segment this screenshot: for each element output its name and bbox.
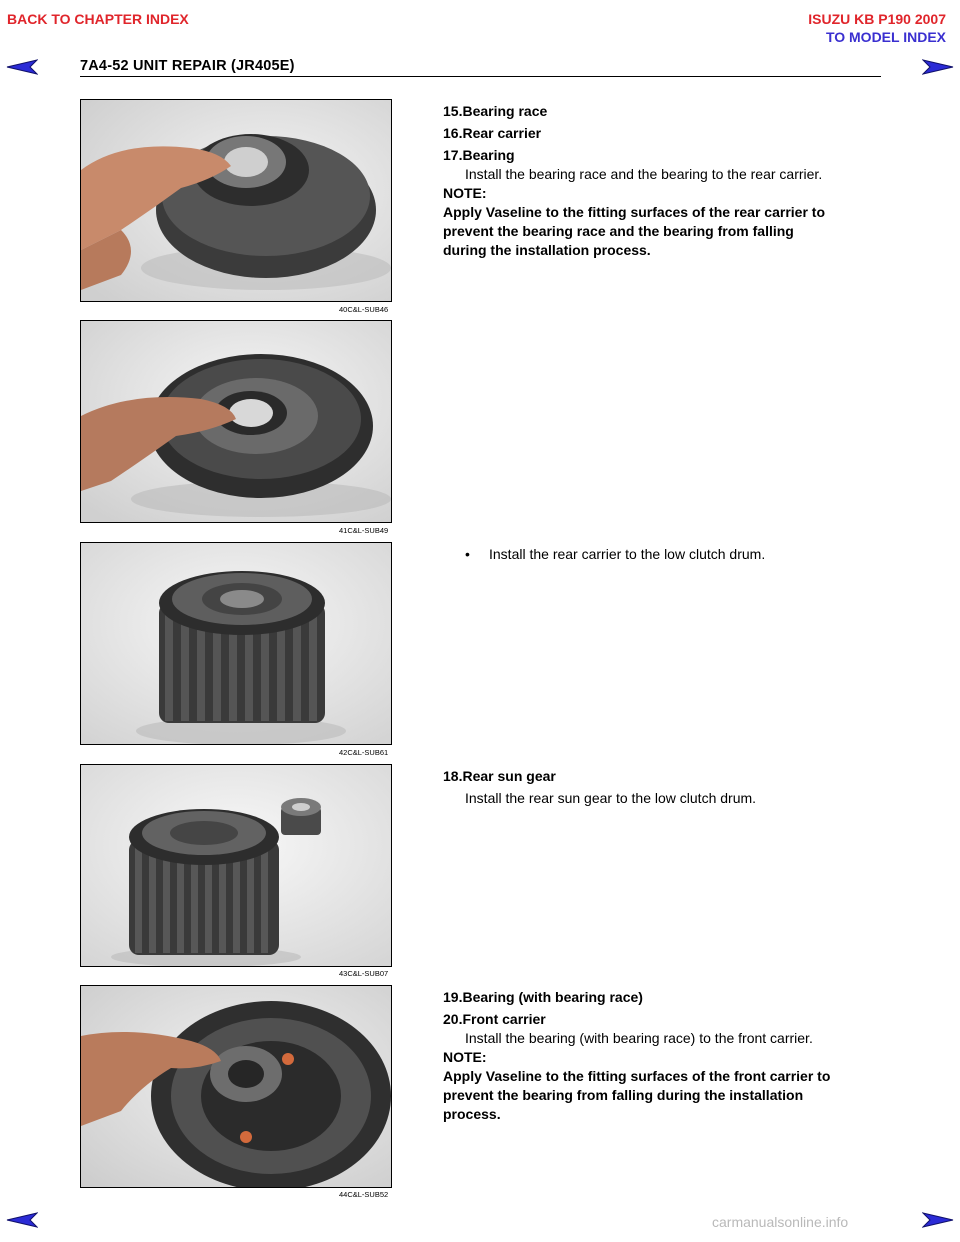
bullet-icon: • <box>465 546 470 562</box>
page-title: 7A4-52 UNIT REPAIR (JR405E) <box>80 58 295 74</box>
note-text-line: during the installation process. <box>443 242 651 258</box>
next-page-arrow-icon[interactable] <box>922 1212 954 1228</box>
instruction-text: Install the bearing (with bearing race) to the front carrier. <box>465 1030 813 1046</box>
instruction-text: Install the bearing race and the bearing to the rear carrier. <box>465 166 823 182</box>
figure-caption: 44C&L-SUB52 <box>339 1190 389 1199</box>
figure-caption: 40C&L-SUB46 <box>339 305 389 314</box>
note-label: NOTE: <box>443 185 487 201</box>
previous-page-arrow-icon[interactable] <box>6 1212 38 1228</box>
note-text-line: Apply Vaseline to the fitting surfaces of the rear carrier to <box>443 204 825 220</box>
instruction-text: Install the rear sun gear to the low clutch drum. <box>465 790 757 806</box>
watermark-text: carmanualsonline.info <box>712 1214 849 1230</box>
model-title-link[interactable]: ISUZU KB P190 2007 <box>808 11 946 27</box>
note-text-line: Apply Vaseline to the fitting surfaces of the front carrier to <box>443 1068 831 1084</box>
note-label: NOTE: <box>443 1049 487 1065</box>
back-to-chapter-index-link[interactable]: BACK TO CHAPTER INDEX <box>7 11 189 27</box>
instruction-block-front-carrier <box>443 988 893 1124</box>
next-page-arrow-icon[interactable] <box>922 59 954 75</box>
note-text-line: prevent the bearing from falling during the installation <box>443 1087 804 1103</box>
step-item-20: 20.Front carrier <box>443 1011 546 1027</box>
to-model-index-link[interactable]: TO MODEL INDEX <box>825 29 946 45</box>
figure-caption: 42C&L-SUB61 <box>339 748 389 757</box>
figure-caption: 41C&L-SUB49 <box>339 526 389 535</box>
figure-bearing-photo <box>80 320 392 523</box>
step-item-17: 17.Bearing <box>443 147 515 163</box>
previous-page-arrow-icon[interactable] <box>6 59 38 75</box>
instruction-block-bearing-race <box>443 102 893 260</box>
instruction-block-rear-carrier <box>465 545 885 564</box>
note-text-line: process. <box>443 1106 501 1122</box>
step-item-16: 16.Rear carrier <box>443 125 542 141</box>
instruction-block-rear-sun-gear <box>443 767 893 808</box>
step-item-18: 18.Rear sun gear <box>443 768 556 784</box>
figure-front-carrier-photo <box>80 985 392 1188</box>
figure-bearing-race-photo <box>80 99 392 302</box>
note-text-line: prevent the bearing race and the bearing from falling <box>443 223 794 239</box>
instruction-text: Install the rear carrier to the low clutch drum. <box>489 546 766 562</box>
step-item-19: 19.Bearing (with bearing race) <box>443 989 643 1005</box>
figure-caption: 43C&L-SUB07 <box>339 969 389 978</box>
header-divider <box>80 76 881 77</box>
step-item-15: 15.Bearing race <box>443 103 548 119</box>
figure-rear-sun-gear-photo <box>80 764 392 967</box>
figure-rear-carrier-photo <box>80 542 392 745</box>
